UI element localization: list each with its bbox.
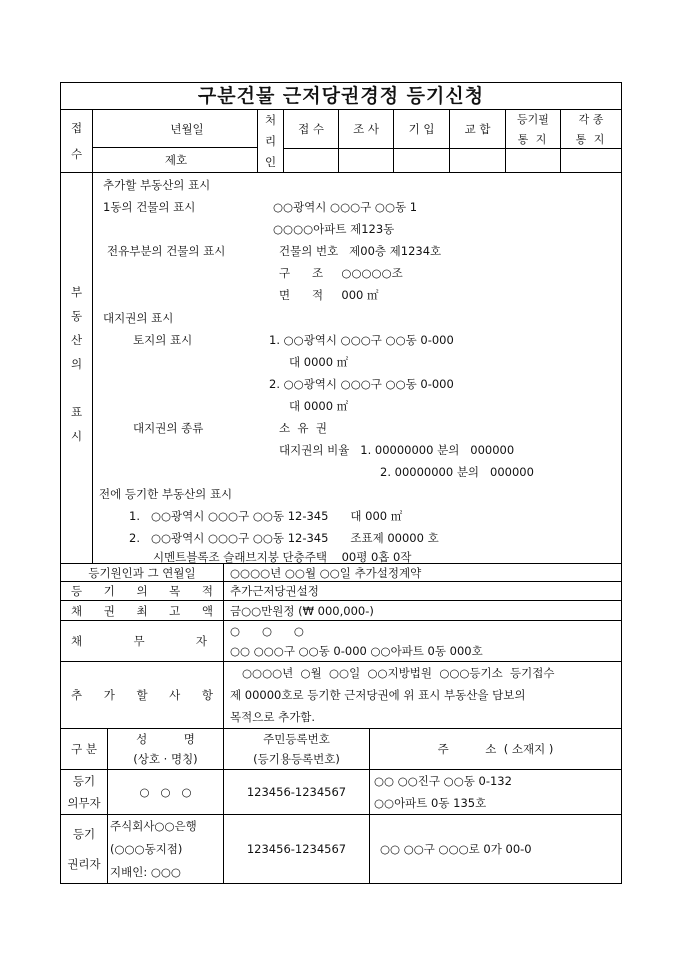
- receipt-row: [61, 110, 621, 173]
- party-address-header: 주 소 ( 소재지 ): [437, 742, 554, 756]
- property-text: 추가할 부동산의 표시 1동의 건물의 표시 ○○광역시 ○○○구 ○○동 1 ○○○○아파트 제123동 전유부분의 건물의 표시 건물의 번호 제00층 제1234호 구 조 ○○○○○조 면 적 000 ㎡ 대지권의 표시 토지의 표시 1. ○○광역시 ○○○구 ○○동 0-000 대 0000 ㎡ 2. ○○광역시 ○○○구 ○○동 0-000 대 0000 ㎡ 대지권의 종류 소 유 권 대지권의 비율 1. 00000000 분의 000000 2. 00000000 분의 000000 전에 등기한 부동산의 표시 1. ○○광역시 ○○○구 ○○동 12-345 대 000 ㎡ 2. ○○광역시 ○○○구 ○○동 12-345 조표제 00000 호 시멘트블록조 슬래브지붕 단층주택 00평 0홉 0작: [99, 178, 534, 564]
- obligee-address: ○○ ○○구 ○○○로 0가 00-0: [380, 842, 532, 856]
- additional-row: [61, 662, 621, 729]
- form-title: 구분건물 근저당권경정 등기신청: [61, 83, 621, 110]
- debtor-value: ○ ○ ○ ○○ ○○○구 ○○동 0-000 ○○아파트 0동 000호: [230, 623, 483, 658]
- obligee-name: 주식회사○○은행 (○○○동지점) 지배인: ○○○: [108, 815, 224, 883]
- obligor-address: ○○ ○○진구 ○○동 0-132 ○○아파트 0동 135호: [374, 774, 512, 810]
- col-receipt: 접 수: [284, 110, 339, 148]
- process-label: 처 리 인: [258, 110, 284, 172]
- purpose-label: 등 기 의 목 적: [61, 582, 224, 600]
- receipt-date: 년 월 일: [93, 110, 257, 148]
- max-amount-row: [61, 601, 621, 621]
- debtor-label: 채 무 자: [61, 621, 224, 661]
- additional-value: ○○○○년 ○월 ○○일 ○○지방법원 ○○○등기소 등기접수 제 00000호로 등기한 근저당권에 위 표시 부동산을 담보의 목적으로 추가함.: [230, 666, 555, 724]
- receipt-label: 접 수: [61, 110, 93, 172]
- additional-label: 추 가 할 사 항: [61, 662, 224, 728]
- parties-header-row: [61, 729, 621, 770]
- cause-label: 등기원인과 그 연월일: [61, 564, 224, 581]
- notice-completed: 등기필 통 지: [506, 110, 561, 172]
- obligor-label: 등기 의무자: [61, 770, 108, 814]
- cause-value: ○○○○년 ○○월 ○○일 추가설정계약: [230, 565, 422, 580]
- obligor-name: ○ ○ ○: [108, 770, 224, 814]
- party-name-header: 성 명 (상호 · 명칭): [108, 729, 224, 769]
- max-amount-value: 금○○만원정 (₩ 000,000-): [230, 603, 374, 618]
- obligor-row: [61, 770, 621, 815]
- col-entry: 기 입: [394, 110, 450, 148]
- cause-row: [61, 564, 621, 582]
- purpose-value: 추가근저당권설정: [230, 584, 319, 598]
- process-columns: [284, 110, 506, 172]
- property-section: [61, 173, 621, 564]
- col-check: 교 합: [464, 122, 491, 136]
- purpose-row: [61, 582, 621, 601]
- registration-form: [60, 82, 622, 884]
- party-category-header: 구 분: [61, 729, 108, 769]
- debtor-row: [61, 621, 621, 662]
- obligee-id: 123456-1234567: [224, 815, 370, 883]
- party-id-header: 주민등록번호 (등기용등록번호): [224, 729, 370, 769]
- property-side-label: 부 동 산 의 표 시: [61, 173, 93, 563]
- max-amount-label: 채 권 최 고 액: [61, 601, 224, 620]
- notice-various: 각 종 통 지: [561, 110, 621, 172]
- obligee-row: [61, 815, 621, 884]
- receipt-number: 제 호: [164, 153, 188, 167]
- obligee-label: 등기 권리자: [61, 815, 108, 883]
- col-survey: 조 사: [339, 110, 394, 148]
- obligor-id: 123456-1234567: [224, 770, 370, 814]
- receipt-date-number: [93, 110, 258, 172]
